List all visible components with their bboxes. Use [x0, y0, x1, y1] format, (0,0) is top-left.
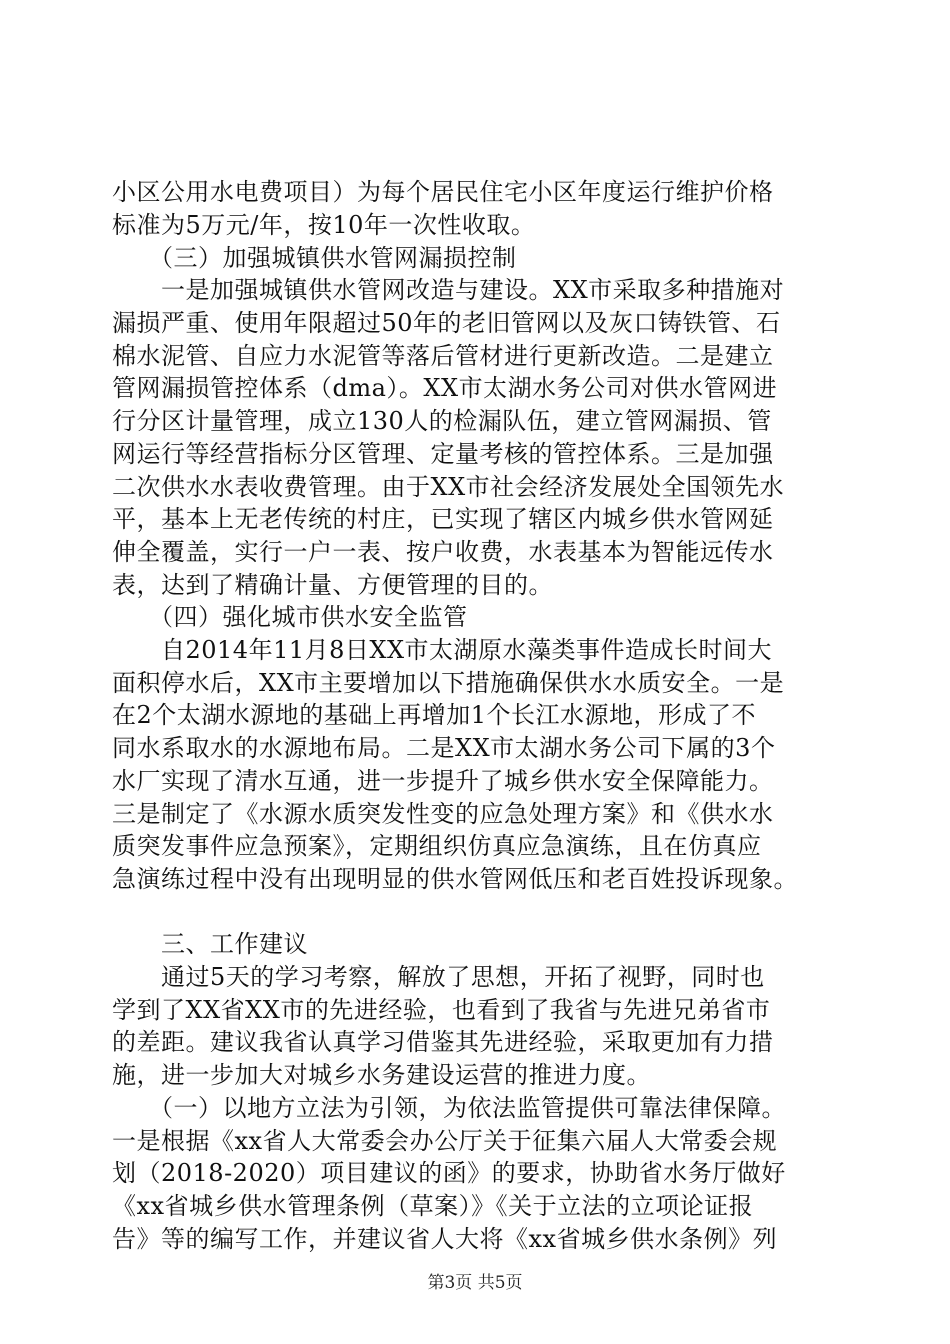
text-line: 划（2018-2020）项目建议的函》的要求，协助省水务厅做好 — [112, 1159, 786, 1187]
text-line: 管网漏损管控体系（dma）。XX市太湖水务公司对供水管网进 — [112, 374, 778, 402]
text-line: 小区公用水电费项目）为每个居民住宅小区年度运行维护价格 — [112, 178, 774, 206]
text-line: 漏损严重、使用年限超过50年的老旧管网以及灰口铸铁管、石 — [112, 309, 781, 337]
page-footer: 第3页 共5页 — [427, 1273, 523, 1293]
text-line: 质突发事件应急预案》，定期组织仿真应急演练，且在仿真应 — [112, 832, 762, 860]
text-line: 《xx省城乡供水管理条例（草案）》《关于立法的立项论证报 — [112, 1192, 754, 1220]
text-line: 一是加强城镇供水管网改造与建设。XX市采取多种措施对 — [112, 276, 785, 304]
text-line: 同水系取水的水源地布局。二是XX市太湖水务公司下属的3个 — [112, 734, 776, 762]
text-line: 自2014年11月8日XX市太湖原水藻类事件造成长时间大 — [112, 636, 773, 664]
section-heading: （三）加强城镇供水管网漏损控制 — [112, 244, 517, 272]
text-line: 二次供水水表收费管理。由于XX市社会经济发展处全国领先水 — [112, 473, 785, 501]
text-line: 三是制定了《水源水质突发性变的应急处理方案》和《供水水 — [112, 800, 774, 828]
text-line: 面积停水后，XX市主要增加以下措施确保供水水质安全。一是 — [112, 669, 785, 697]
text-line: 水厂实现了清水互通，进一步提升了城乡供水安全保障能力。 — [112, 767, 774, 795]
text-line: 棉水泥管、自应力水泥管等落后管材进行更新改造。二是建立 — [112, 342, 774, 370]
text-line: 表，达到了精确计量、方便管理的目的。 — [112, 571, 553, 599]
section-heading: （一）以地方立法为引领，为依法监管提供可靠法律保障。 — [112, 1094, 786, 1122]
text-line: 急演练过程中没有出现明显的供水管网低压和老百姓投诉现象。 — [112, 865, 798, 893]
text-line: 学到了XX省XX市的先进经验，也看到了我省与先进兄弟省市 — [112, 996, 771, 1024]
text-line: 一是根据《xx省人大常委会办公厅关于征集六届人大常委会规 — [112, 1127, 778, 1155]
text-line: 伸全覆盖，实行一户一表、按户收费，水表基本为智能远传水 — [112, 538, 774, 566]
text-line: 在2个太湖水源地的基础上再增加1个长江水源地，形成了不 — [112, 701, 757, 729]
section-heading: 三、工作建议 — [112, 930, 308, 958]
text-line: 告》等的编写工作，并建议省人大将《xx省城乡供水条例》列 — [112, 1225, 778, 1253]
text-line: 标准为5万元/年，按10年一次性收取。 — [112, 211, 536, 239]
section-heading: （四）强化城市供水安全监管 — [112, 603, 468, 631]
text-line: 网运行等经营指标分区管理、定量考核的管控体系。三是加强 — [112, 440, 774, 468]
text-line: 通过5天的学习考察，解放了思想，开拓了视野，同时也 — [112, 963, 765, 991]
text-line: 平，基本上无老传统的村庄，已实现了辖区内城乡供水管网延 — [112, 505, 774, 533]
text-line: 行分区计量管理，成立130人的检漏队伍，建立管网漏损、管 — [112, 407, 772, 435]
text-line: 的差距。建议我省认真学习借鉴其先进经验，采取更加有力措 — [112, 1028, 774, 1056]
text-line: 施，进一步加大对城乡水务建设运营的推进力度。 — [112, 1061, 651, 1089]
